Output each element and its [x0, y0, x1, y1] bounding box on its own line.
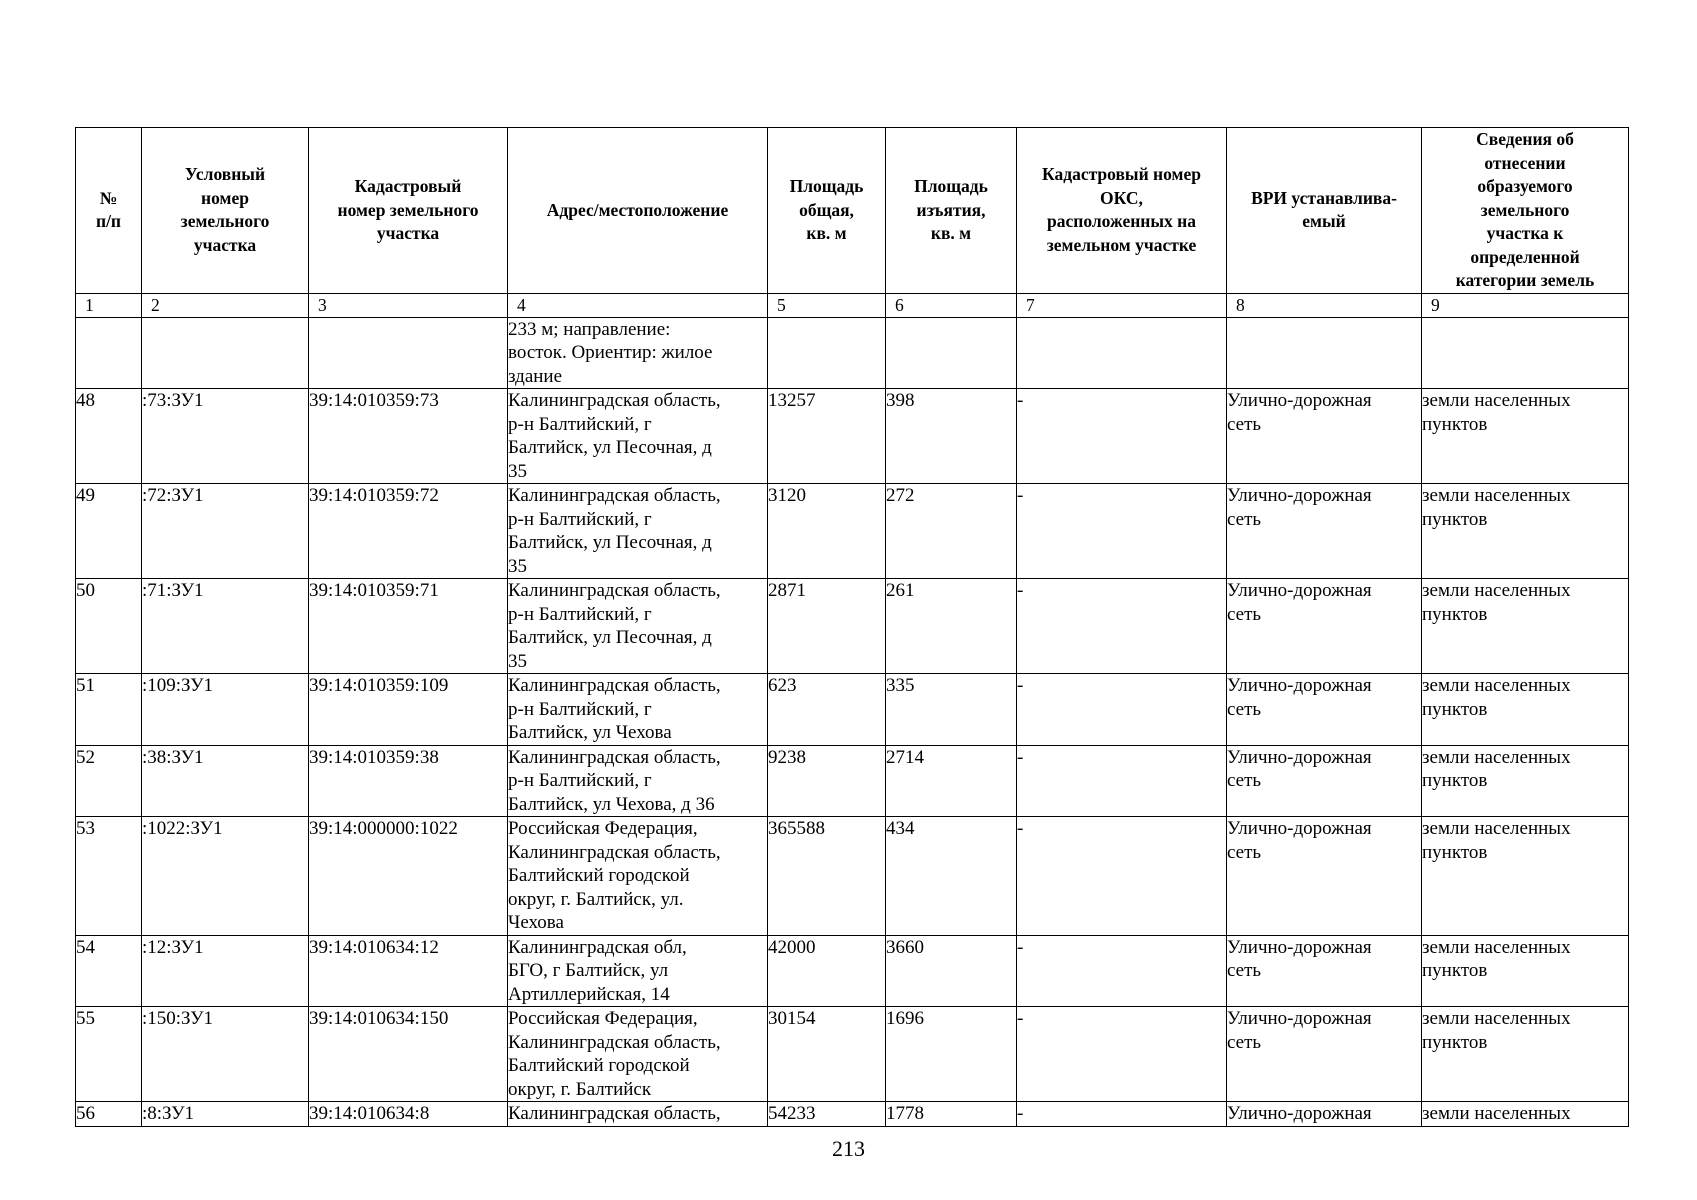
- total-area-cell: 30154: [768, 1007, 886, 1102]
- address-cell: Калининградская область, р-н Балтийский, г Балтийск, ул Чехова: [508, 674, 768, 746]
- total-area-cell: 365588: [768, 817, 886, 936]
- permitted-use-cell: Улично-дорожная сеть: [1227, 935, 1422, 1007]
- cadastral-number-cell: 39:14:010634:8: [309, 1102, 508, 1127]
- table-row: [76, 1007, 1629, 1102]
- cadastral-number-cell: [309, 317, 508, 389]
- total-area-cell: 3120: [768, 484, 886, 579]
- table-row: [76, 817, 1629, 936]
- conditional-number-cell: :150:ЗУ1: [142, 1007, 309, 1102]
- cadastral-number-cell: 39:14:010359:73: [309, 389, 508, 484]
- seized-area-cell: 2714: [886, 745, 1017, 817]
- oks-cadastral-number-cell: -: [1017, 1007, 1227, 1102]
- land-category-cell: земли населенных пунктов: [1422, 389, 1629, 484]
- seized-area-cell: [886, 317, 1017, 389]
- land-category-cell: земли населенных пунктов: [1422, 745, 1629, 817]
- column-number: 6: [886, 293, 1017, 317]
- seized-area-cell: 1778: [886, 1102, 1017, 1127]
- header-cell: Площадь общая, кв. м: [768, 128, 886, 294]
- permitted-use-cell: Улично-дорожная сеть: [1227, 389, 1422, 484]
- table-row: [76, 317, 1629, 389]
- oks-cadastral-number-cell: -: [1017, 1102, 1227, 1127]
- row-number-cell: 52: [76, 745, 142, 817]
- seized-area-cell: 335: [886, 674, 1017, 746]
- land-plots-table: [75, 127, 1629, 1127]
- seized-area-cell: 434: [886, 817, 1017, 936]
- address-cell: Калининградская обл, БГО, г Балтийск, ул Артиллерийская, 14: [508, 935, 768, 1007]
- permitted-use-cell: Улично-дорожная: [1227, 1102, 1422, 1127]
- row-number-cell: 53: [76, 817, 142, 936]
- land-category-cell: земли населенных пунктов: [1422, 935, 1629, 1007]
- column-number: 2: [142, 293, 309, 317]
- seized-area-cell: 3660: [886, 935, 1017, 1007]
- row-number-cell: [76, 317, 142, 389]
- land-category-cell: земли населенных: [1422, 1102, 1629, 1127]
- oks-cadastral-number-cell: -: [1017, 817, 1227, 936]
- oks-cadastral-number-cell: [1017, 317, 1227, 389]
- column-number: 3: [309, 293, 508, 317]
- row-number-cell: 49: [76, 484, 142, 579]
- header-cell: Адрес/местоположение: [508, 128, 768, 294]
- conditional-number-cell: :72:ЗУ1: [142, 484, 309, 579]
- land-category-cell: земли населенных пунктов: [1422, 1007, 1629, 1102]
- cadastral-number-cell: 39:14:010359:38: [309, 745, 508, 817]
- page-number: 213: [832, 1136, 865, 1161]
- permitted-use-cell: Улично-дорожная сеть: [1227, 484, 1422, 579]
- permitted-use-cell: [1227, 317, 1422, 389]
- conditional-number-cell: :12:ЗУ1: [142, 935, 309, 1007]
- table-row: [76, 674, 1629, 746]
- permitted-use-cell: Улично-дорожная сеть: [1227, 579, 1422, 674]
- oks-cadastral-number-cell: -: [1017, 674, 1227, 746]
- row-number-cell: 51: [76, 674, 142, 746]
- cadastral-number-cell: 39:14:000000:1022: [309, 817, 508, 936]
- cadastral-number-cell: 39:14:010634:12: [309, 935, 508, 1007]
- conditional-number-cell: :38:ЗУ1: [142, 745, 309, 817]
- total-area-cell: 9238: [768, 745, 886, 817]
- conditional-number-cell: :73:ЗУ1: [142, 389, 309, 484]
- seized-area-cell: 272: [886, 484, 1017, 579]
- row-number-cell: 54: [76, 935, 142, 1007]
- address-cell: Российская Федерация, Калининградская область, Балтийский городской округ, г. Балтийск, ул. Чехова: [508, 817, 768, 936]
- column-number: 7: [1017, 293, 1227, 317]
- column-number: 1: [76, 293, 142, 317]
- land-category-cell: земли населенных пунктов: [1422, 484, 1629, 579]
- address-cell: Калининградская область, р-н Балтийский, г Балтийск, ул Чехова, д 36: [508, 745, 768, 817]
- column-number: 9: [1422, 293, 1629, 317]
- header-cell: Сведения об отнесении образуемого земельного участка к определенной категории земель: [1422, 128, 1629, 294]
- header-cell: ВРИ устанавлива- емый: [1227, 128, 1422, 294]
- conditional-number-cell: :8:ЗУ1: [142, 1102, 309, 1127]
- land-category-cell: земли населенных пунктов: [1422, 579, 1629, 674]
- address-cell: Калининградская область, р-н Балтийский, г Балтийск, ул Песочная, д 35: [508, 579, 768, 674]
- table-row: [76, 745, 1629, 817]
- row-number-cell: 50: [76, 579, 142, 674]
- header-cell: Кадастровый номер ОКС, расположенных на земельном участке: [1017, 128, 1227, 294]
- table-row: [76, 935, 1629, 1007]
- header-row: [76, 128, 1629, 294]
- conditional-number-cell: [142, 317, 309, 389]
- table-row: [76, 484, 1629, 579]
- total-area-cell: 623: [768, 674, 886, 746]
- land-category-cell: земли населенных пунктов: [1422, 817, 1629, 936]
- column-number: 8: [1227, 293, 1422, 317]
- row-number-cell: 56: [76, 1102, 142, 1127]
- seized-area-cell: 398: [886, 389, 1017, 484]
- address-cell: Калининградская область, р-н Балтийский, г Балтийск, ул Песочная, д 35: [508, 389, 768, 484]
- row-number-cell: 55: [76, 1007, 142, 1102]
- table-row: [76, 1102, 1629, 1127]
- total-area-cell: 42000: [768, 935, 886, 1007]
- permitted-use-cell: Улично-дорожная сеть: [1227, 817, 1422, 936]
- address-cell: Российская Федерация, Калининградская область, Балтийский городской округ, г. Балтийск: [508, 1007, 768, 1102]
- column-number-row: [76, 293, 1629, 317]
- total-area-cell: 13257: [768, 389, 886, 484]
- address-cell: Калининградская область,: [508, 1102, 768, 1127]
- oks-cadastral-number-cell: -: [1017, 389, 1227, 484]
- header-cell: Условный номер земельного участка: [142, 128, 309, 294]
- address-cell: Калининградская область, р-н Балтийский, г Балтийск, ул Песочная, д 35: [508, 484, 768, 579]
- land-category-cell: земли населенных пунктов: [1422, 674, 1629, 746]
- conditional-number-cell: :71:ЗУ1: [142, 579, 309, 674]
- table-row: [76, 389, 1629, 484]
- conditional-number-cell: :109:ЗУ1: [142, 674, 309, 746]
- cadastral-number-cell: 39:14:010359:71: [309, 579, 508, 674]
- seized-area-cell: 1696: [886, 1007, 1017, 1102]
- total-area-cell: 2871: [768, 579, 886, 674]
- column-number: 4: [508, 293, 768, 317]
- table-row: [76, 579, 1629, 674]
- oks-cadastral-number-cell: -: [1017, 579, 1227, 674]
- seized-area-cell: 261: [886, 579, 1017, 674]
- table-body: [76, 317, 1629, 1126]
- address-cell: 233 м; направление: восток. Ориентир: жилое здание: [508, 317, 768, 389]
- permitted-use-cell: Улично-дорожная сеть: [1227, 745, 1422, 817]
- oks-cadastral-number-cell: -: [1017, 484, 1227, 579]
- header-cell: Кадастровый номер земельного участка: [309, 128, 508, 294]
- header-cell: Площадь изъятия, кв. м: [886, 128, 1017, 294]
- total-area-cell: 54233: [768, 1102, 886, 1127]
- permitted-use-cell: Улично-дорожная сеть: [1227, 674, 1422, 746]
- total-area-cell: [768, 317, 886, 389]
- header-cell: № п/п: [76, 128, 142, 294]
- cadastral-number-cell: 39:14:010359:109: [309, 674, 508, 746]
- permitted-use-cell: Улично-дорожная сеть: [1227, 1007, 1422, 1102]
- cadastral-number-cell: 39:14:010634:150: [309, 1007, 508, 1102]
- conditional-number-cell: :1022:ЗУ1: [142, 817, 309, 936]
- oks-cadastral-number-cell: -: [1017, 745, 1227, 817]
- oks-cadastral-number-cell: -: [1017, 935, 1227, 1007]
- cadastral-number-cell: 39:14:010359:72: [309, 484, 508, 579]
- row-number-cell: 48: [76, 389, 142, 484]
- column-number: 5: [768, 293, 886, 317]
- land-category-cell: [1422, 317, 1629, 389]
